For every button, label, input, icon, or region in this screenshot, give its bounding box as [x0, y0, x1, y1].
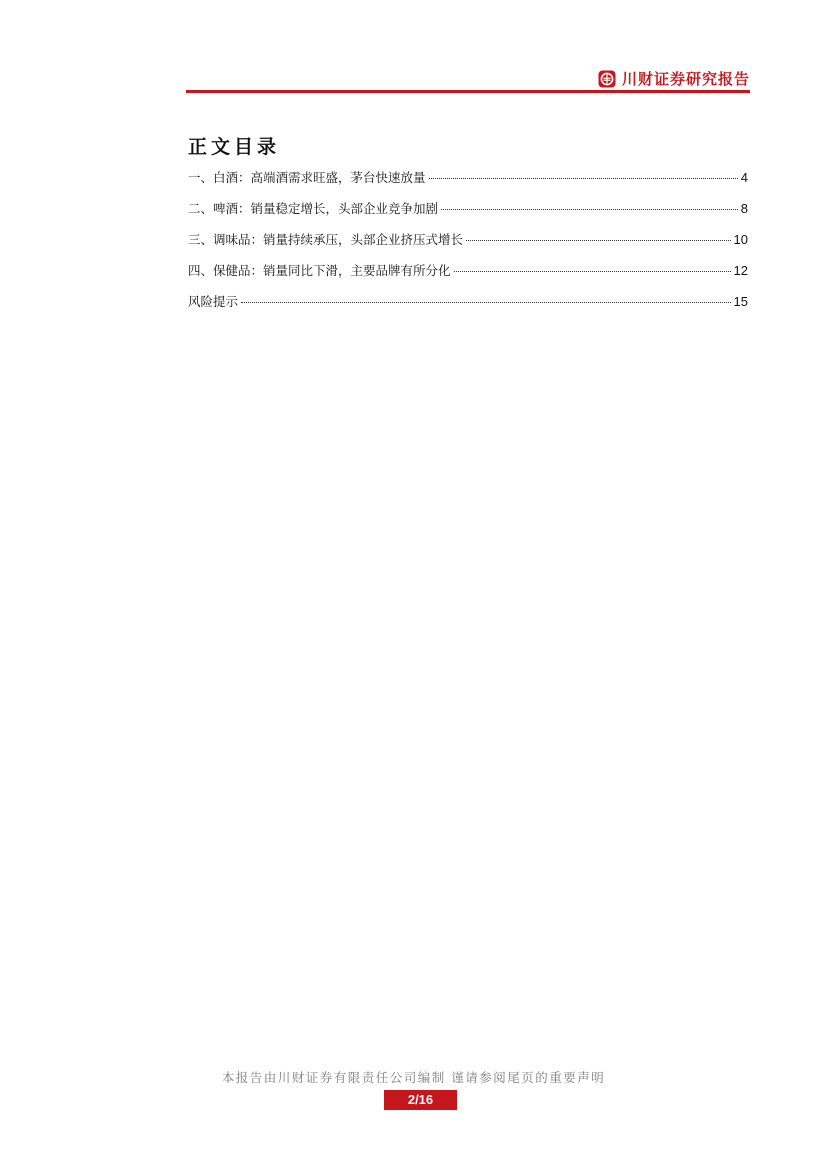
toc-entry-page: 10: [733, 232, 748, 247]
toc-entry-label: 三、调味品：销量持续承压，头部企业挤压式增长: [188, 232, 464, 247]
footer-disclaimer: 本报告由川财证券有限责任公司编制 谨请参阅尾页的重要声明: [221, 1070, 606, 1085]
toc-entry-label: 一、白酒：高端酒需求旺盛，茅台快速放量: [188, 170, 426, 185]
toc-dot-leader: [429, 178, 738, 179]
header-rule: [186, 90, 750, 93]
toc-dot-leader: [466, 240, 731, 241]
toc-entry-risk-warning[interactable]: [188, 291, 748, 322]
toc-dot-leader: [241, 302, 731, 303]
toc-entry-page: 4: [740, 170, 748, 185]
toc-entry-page: 8: [740, 201, 748, 216]
chuancai-logo-icon: [598, 70, 616, 88]
toc-entry-health-products[interactable]: [188, 260, 748, 291]
toc-title: 正文目录: [188, 136, 281, 158]
toc-entry-beer[interactable]: [188, 198, 748, 229]
brand: [598, 68, 750, 89]
toc-entry-page: 15: [733, 294, 748, 309]
toc-entry-baijiu[interactable]: [188, 167, 748, 198]
toc-entry-label: 四、保健品：销量同比下滑，主要品牌有所分化: [188, 263, 451, 278]
toc-entry-label: 风险提示: [188, 294, 239, 309]
toc-entry-label: 二、啤酒：销量稳定增长，头部企业竞争加剧: [188, 201, 439, 216]
table-of-contents: [188, 167, 748, 322]
brand-name: 川财证券研究报告: [621, 70, 750, 88]
page-number-badge: 2/16: [384, 1090, 457, 1110]
toc-dot-leader: [441, 209, 738, 210]
toc-entry-condiments[interactable]: [188, 229, 748, 260]
toc-dot-leader: [454, 271, 731, 272]
page-header: [186, 64, 750, 94]
toc-entry-page: 12: [733, 263, 748, 278]
